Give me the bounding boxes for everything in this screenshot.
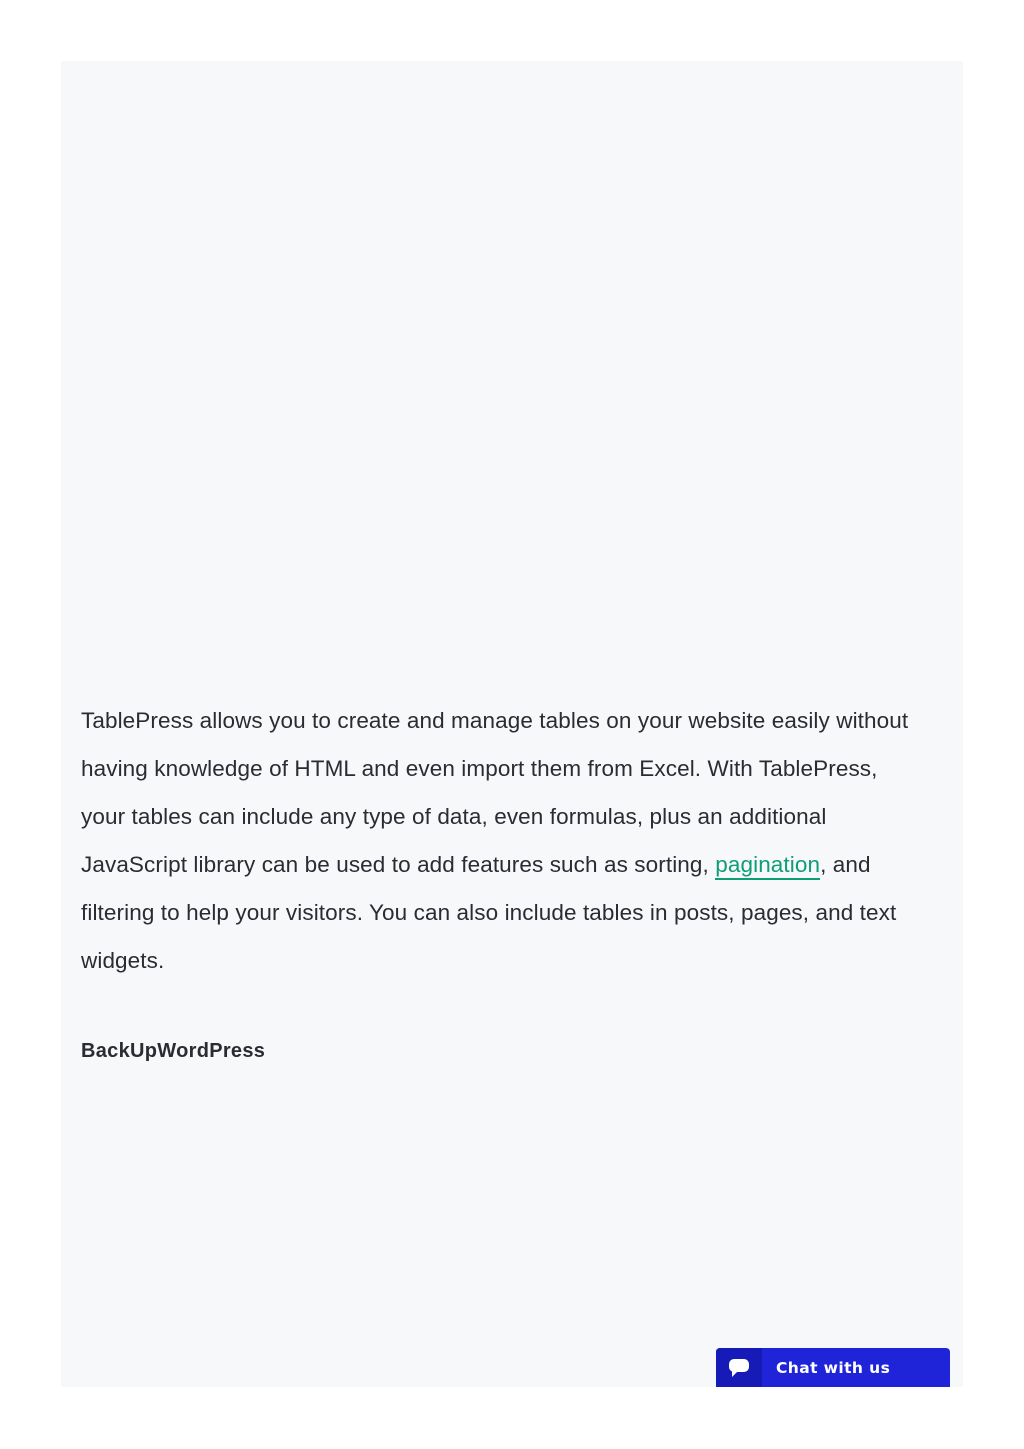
paragraph-text-start: TablePress allows you to create and manage tables on your website easily without having knowledge of HTML and even import them from Excel. With TablePress, your tables can include any type of data, even formulas, plus an additional JavaScript library can be used to add features such as sorting, (81, 708, 909, 877)
chat-label: Chat with us (776, 1358, 891, 1377)
pagination-link[interactable]: pagination (715, 852, 820, 880)
chat-button[interactable] (716, 1348, 950, 1387)
paragraph-text-end: , and filtering to help your visitors. You can also include tables in posts, pages, and text widgets. (81, 852, 897, 973)
chat-bubble-icon (716, 1348, 762, 1387)
section-heading: BackUpWordPress (81, 1040, 266, 1062)
image-placeholder (61, 61, 963, 701)
article-paragraph (81, 697, 911, 985)
article-content (61, 61, 963, 1387)
